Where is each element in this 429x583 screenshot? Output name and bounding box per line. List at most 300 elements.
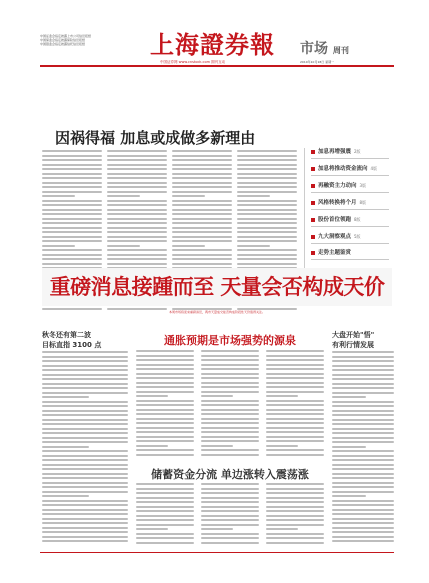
text-line (172, 249, 232, 251)
text-line (266, 409, 324, 411)
text-line (42, 419, 128, 421)
text-line (332, 369, 394, 371)
masthead-line: 中国保监会指定披露保险信息报纸 (40, 38, 86, 42)
text-line (172, 240, 232, 242)
text-line (201, 483, 259, 485)
sidebar-item-line (311, 192, 389, 193)
text-line (332, 401, 394, 403)
text-line (42, 491, 128, 493)
text-line (201, 418, 259, 420)
text-line (42, 191, 102, 193)
text-line (107, 236, 167, 238)
text-line (201, 377, 259, 379)
text-line (237, 173, 297, 175)
text-line (266, 364, 324, 366)
text-line (107, 240, 167, 242)
text-line (201, 422, 259, 424)
text-line (237, 168, 297, 170)
text-line (42, 509, 128, 511)
text-line (332, 491, 394, 493)
text-line (107, 155, 167, 157)
text-line (42, 446, 89, 448)
text-line (332, 419, 394, 421)
sidebar-item-page: 3版 (359, 183, 367, 188)
text-line (42, 486, 128, 488)
bullet-icon (311, 218, 315, 222)
text-line (107, 222, 167, 224)
text-line (42, 392, 128, 394)
text-line (266, 519, 324, 521)
text-line (42, 423, 128, 425)
text-line (332, 450, 394, 452)
text-line (332, 365, 394, 367)
text-line (42, 164, 102, 166)
banner-text: 重磅消息接踵而至 天量会否构成天价 (49, 275, 385, 299)
text-line (136, 537, 194, 539)
sidebar-item[interactable] (311, 199, 397, 211)
text-line (136, 391, 194, 393)
text-line (332, 441, 394, 443)
sidebar-list (305, 148, 397, 262)
sidebar-item[interactable] (311, 216, 397, 228)
text-line (42, 369, 128, 371)
text-line (201, 440, 259, 442)
text-line (172, 213, 232, 215)
text-line (266, 431, 324, 433)
bullet-icon (311, 167, 315, 171)
text-line (266, 449, 324, 451)
text-line (136, 524, 194, 526)
text-line (332, 378, 394, 380)
text-line (332, 504, 394, 506)
text-line (237, 236, 297, 238)
text-line (266, 533, 324, 535)
text-line (136, 413, 194, 415)
text-line (42, 410, 128, 412)
bullet-icon (311, 251, 315, 255)
text-line (201, 537, 259, 539)
text-line (107, 164, 167, 166)
text-line (237, 209, 297, 211)
text-line (201, 431, 259, 433)
sidebar-item-label: 走势主题鉴赏 (318, 250, 352, 256)
text-line (332, 495, 366, 497)
text-line (237, 249, 297, 251)
text-line (42, 383, 128, 385)
text-line (107, 182, 167, 184)
sidebar-item-page: 4版 (370, 166, 378, 171)
text-line (172, 218, 232, 220)
text-line (332, 509, 394, 511)
left-col-title (42, 330, 128, 350)
text-line (237, 177, 297, 179)
text-line (266, 454, 324, 456)
text-line (42, 159, 102, 161)
text-line (107, 177, 167, 179)
text-line (201, 519, 259, 521)
text-line (136, 501, 194, 503)
text-line (136, 427, 194, 429)
text-line (107, 245, 140, 247)
text-line (42, 464, 128, 466)
text-line (172, 231, 232, 233)
text-line (237, 222, 297, 224)
bullet-icon (311, 235, 315, 239)
text-line (172, 209, 232, 211)
text-line (172, 168, 232, 170)
sidebar-item-label: 再融资主力动向 (318, 183, 357, 189)
text-line (237, 258, 297, 260)
text-line (172, 200, 232, 202)
text-line (266, 350, 324, 352)
text-line (237, 245, 270, 247)
text-line (201, 506, 259, 508)
text-line (42, 437, 128, 439)
text-line (42, 527, 128, 529)
sidebar-item-line (311, 158, 389, 159)
text-line (42, 522, 128, 524)
section-title (300, 38, 349, 58)
text-line (266, 404, 324, 406)
text-line (42, 173, 102, 175)
text-line (42, 405, 128, 407)
text-line (332, 531, 394, 533)
text-line (201, 488, 259, 490)
text-line (136, 355, 194, 357)
center-title: 通胀预期是市场强势的源泉 (164, 334, 296, 347)
text-line (172, 191, 232, 193)
text-line (136, 350, 194, 352)
text-line (237, 191, 297, 193)
text-line (107, 213, 167, 215)
text-line (42, 387, 128, 389)
sidebar-item-line (311, 226, 389, 227)
text-line (42, 414, 128, 416)
text-line (136, 395, 168, 397)
text-line (136, 400, 194, 402)
text-line (201, 524, 259, 526)
text-line (266, 501, 324, 503)
text-line (42, 482, 128, 484)
text-line (42, 168, 102, 170)
text-line (266, 386, 324, 388)
text-line (42, 200, 102, 202)
text-line (107, 168, 167, 170)
text-line (136, 519, 194, 521)
text-line (42, 249, 102, 251)
text-line (172, 263, 232, 265)
text-line (172, 177, 232, 179)
sidebar-item-line (311, 259, 389, 260)
text-line (42, 378, 128, 380)
text-line (237, 240, 297, 242)
text-line (172, 159, 232, 161)
section-title-text: 市场 (300, 41, 328, 57)
text-line (201, 528, 233, 530)
text-line (42, 428, 128, 430)
text-line (332, 374, 394, 376)
text-line (42, 365, 128, 367)
text-line (107, 186, 167, 188)
masthead (0, 0, 429, 62)
text-line (172, 150, 232, 152)
text-line (136, 506, 194, 508)
text-line (172, 155, 232, 157)
text-line (201, 436, 259, 438)
section-sub-text: 周刊 (332, 46, 349, 55)
text-line (107, 227, 167, 229)
text-line (332, 455, 394, 457)
text-line (332, 500, 394, 502)
sidebar-item[interactable] (311, 233, 397, 245)
text-line (237, 182, 297, 184)
text-line (136, 440, 194, 442)
text-line (172, 227, 232, 229)
text-line (201, 350, 259, 352)
text-line (42, 263, 102, 265)
text-line (136, 488, 194, 490)
text-line (201, 413, 259, 415)
bullet-icon (311, 201, 315, 205)
headline-banner (42, 268, 392, 306)
text-line (42, 227, 102, 229)
text-line (42, 495, 89, 497)
text-line (42, 374, 128, 376)
text-line (332, 540, 394, 542)
text-line (136, 445, 168, 447)
text-line (332, 432, 394, 434)
text-line (237, 254, 297, 256)
sidebar-item[interactable] (311, 250, 397, 262)
text-line (42, 459, 128, 461)
text-line (332, 428, 394, 430)
text-line (332, 351, 394, 353)
text-line (42, 177, 102, 179)
sidebar-item-label: 风格转换将个月 (318, 200, 357, 206)
sidebar-item-page: 8版 (359, 200, 367, 205)
sidebar-item-line (311, 243, 389, 244)
text-line (42, 441, 128, 443)
text-line (266, 436, 324, 438)
text-line (136, 431, 194, 433)
text-line (42, 477, 128, 479)
text-line (136, 492, 194, 494)
text-line (42, 155, 102, 157)
text-line (42, 254, 102, 256)
text-line (136, 377, 194, 379)
text-line (237, 150, 297, 152)
text-line (42, 455, 128, 457)
text-line (237, 159, 297, 161)
text-line (332, 459, 394, 461)
text-line (237, 227, 297, 229)
text-line (266, 492, 324, 494)
text-line (266, 537, 324, 539)
text-line (266, 427, 324, 429)
masthead-line: 中国银监会指定披露信托信息报纸 (40, 42, 86, 46)
text-line (237, 204, 297, 206)
text-line (107, 159, 167, 161)
text-line (42, 473, 128, 475)
headline-top: 因祸得福 加息或成做多新理由 (55, 129, 256, 147)
text-line (42, 218, 102, 220)
sidebar-item[interactable] (311, 182, 397, 194)
text-line (266, 497, 324, 499)
text-line (201, 359, 259, 361)
text-line (42, 450, 128, 452)
text-line (136, 454, 194, 456)
issue-line: 2010年10月18日 星期一 (300, 60, 335, 64)
text-line (201, 533, 259, 535)
newspaper-logo: 上海證券報 (150, 30, 275, 59)
text-line (136, 497, 194, 499)
text-line (107, 209, 167, 211)
text-line (201, 373, 259, 375)
text-line (107, 150, 167, 152)
sidebar-item-label: 加息将推动资金流向 (318, 166, 368, 172)
text-line (42, 195, 75, 197)
text-line (42, 513, 128, 515)
text-line (42, 360, 128, 362)
text-line (332, 360, 394, 362)
text-line (136, 382, 194, 384)
text-line (332, 522, 394, 524)
text-line (201, 409, 259, 411)
text-line (201, 404, 259, 406)
text-line (266, 483, 324, 485)
sidebar-item-page: 8版 (354, 217, 361, 222)
text-line (172, 254, 232, 256)
sidebar (304, 148, 397, 276)
sidebar-item[interactable] (311, 148, 397, 160)
left-col-title-2: 目标直指 3100 点 (42, 341, 102, 349)
text-line (266, 368, 324, 370)
text-line (107, 191, 167, 193)
text-line (42, 182, 102, 184)
text-line (332, 482, 394, 484)
text-line (237, 155, 297, 157)
text-line (172, 204, 232, 206)
text-line (332, 536, 394, 538)
text-line (172, 186, 232, 188)
center-body (136, 350, 324, 458)
text-line (136, 418, 194, 420)
text-line (42, 518, 128, 520)
text-line (332, 423, 394, 425)
text-line (201, 501, 259, 503)
text-line (266, 440, 324, 442)
text-line (172, 236, 232, 238)
text-line (172, 258, 232, 260)
text-line (201, 497, 259, 499)
text-line (42, 231, 102, 233)
text-line (201, 445, 233, 447)
text-line (201, 542, 259, 544)
text-line (42, 240, 102, 242)
text-line (42, 540, 128, 542)
text-line (42, 536, 128, 538)
text-line (42, 468, 128, 470)
text-line (136, 533, 194, 535)
text-line (42, 401, 128, 403)
lower-center-title: 储蓄资金分流 单边涨转入震荡涨 (151, 468, 309, 481)
bullet-icon (311, 184, 315, 188)
text-line (237, 218, 297, 220)
text-line (42, 222, 102, 224)
text-line (332, 437, 394, 439)
text-line (172, 164, 232, 166)
text-line (266, 528, 298, 530)
sidebar-item-label: 股份首位领跑 (318, 217, 352, 223)
text-line (42, 209, 102, 211)
text-line (266, 395, 298, 397)
text-line (237, 200, 297, 202)
text-line (107, 204, 167, 206)
text-line (266, 391, 324, 393)
text-line (42, 258, 102, 260)
text-line (332, 392, 394, 394)
sidebar-item[interactable] (311, 165, 397, 177)
text-line (136, 386, 194, 388)
right-col-title-1: 大盘开始"悟" (332, 331, 375, 339)
masthead-line: 中国证监会指定披露上市公司信息报纸 (40, 34, 92, 38)
text-line (201, 368, 259, 370)
text-line (266, 382, 324, 384)
text-line (332, 527, 394, 529)
text-line (266, 488, 324, 490)
text-line (201, 382, 259, 384)
text-line (42, 186, 102, 188)
text-line (332, 518, 394, 520)
text-line (201, 391, 259, 393)
text-line (136, 542, 194, 544)
text-line (42, 245, 75, 247)
text-line (237, 263, 297, 265)
text-line (136, 510, 194, 512)
lower-center-body (136, 483, 324, 547)
text-line (42, 356, 128, 358)
text-line (136, 449, 194, 451)
text-line (172, 182, 232, 184)
text-line (42, 236, 102, 238)
text-line (266, 400, 324, 402)
right-col-body (332, 351, 394, 547)
left-col-title-1: 秋冬还有第二波 (42, 331, 91, 339)
bottom-rule (40, 552, 394, 553)
text-line (266, 506, 324, 508)
banner-caption: 本周市场将迎来重磅消息，两市天量成交能否构成阶段性天价值得关注。 (168, 310, 265, 314)
right-col-title (332, 330, 394, 350)
text-line (42, 351, 128, 353)
text-line (237, 195, 270, 197)
sidebar-item-line (311, 175, 389, 176)
text-line (237, 213, 297, 215)
text-line (42, 531, 128, 533)
text-line (332, 387, 394, 389)
text-line (266, 542, 324, 544)
text-line (107, 254, 167, 256)
site-line: 中国证券网 www.cnstock.com 期刊互动 (160, 60, 226, 64)
text-line (107, 258, 167, 260)
sidebar-item-label: 加息再增强震 (318, 149, 352, 155)
text-line (201, 386, 259, 388)
text-line (172, 173, 232, 175)
text-line (42, 204, 102, 206)
text-line (201, 454, 259, 456)
text-line (201, 449, 259, 451)
left-col-body (42, 351, 128, 547)
text-line (107, 249, 167, 251)
